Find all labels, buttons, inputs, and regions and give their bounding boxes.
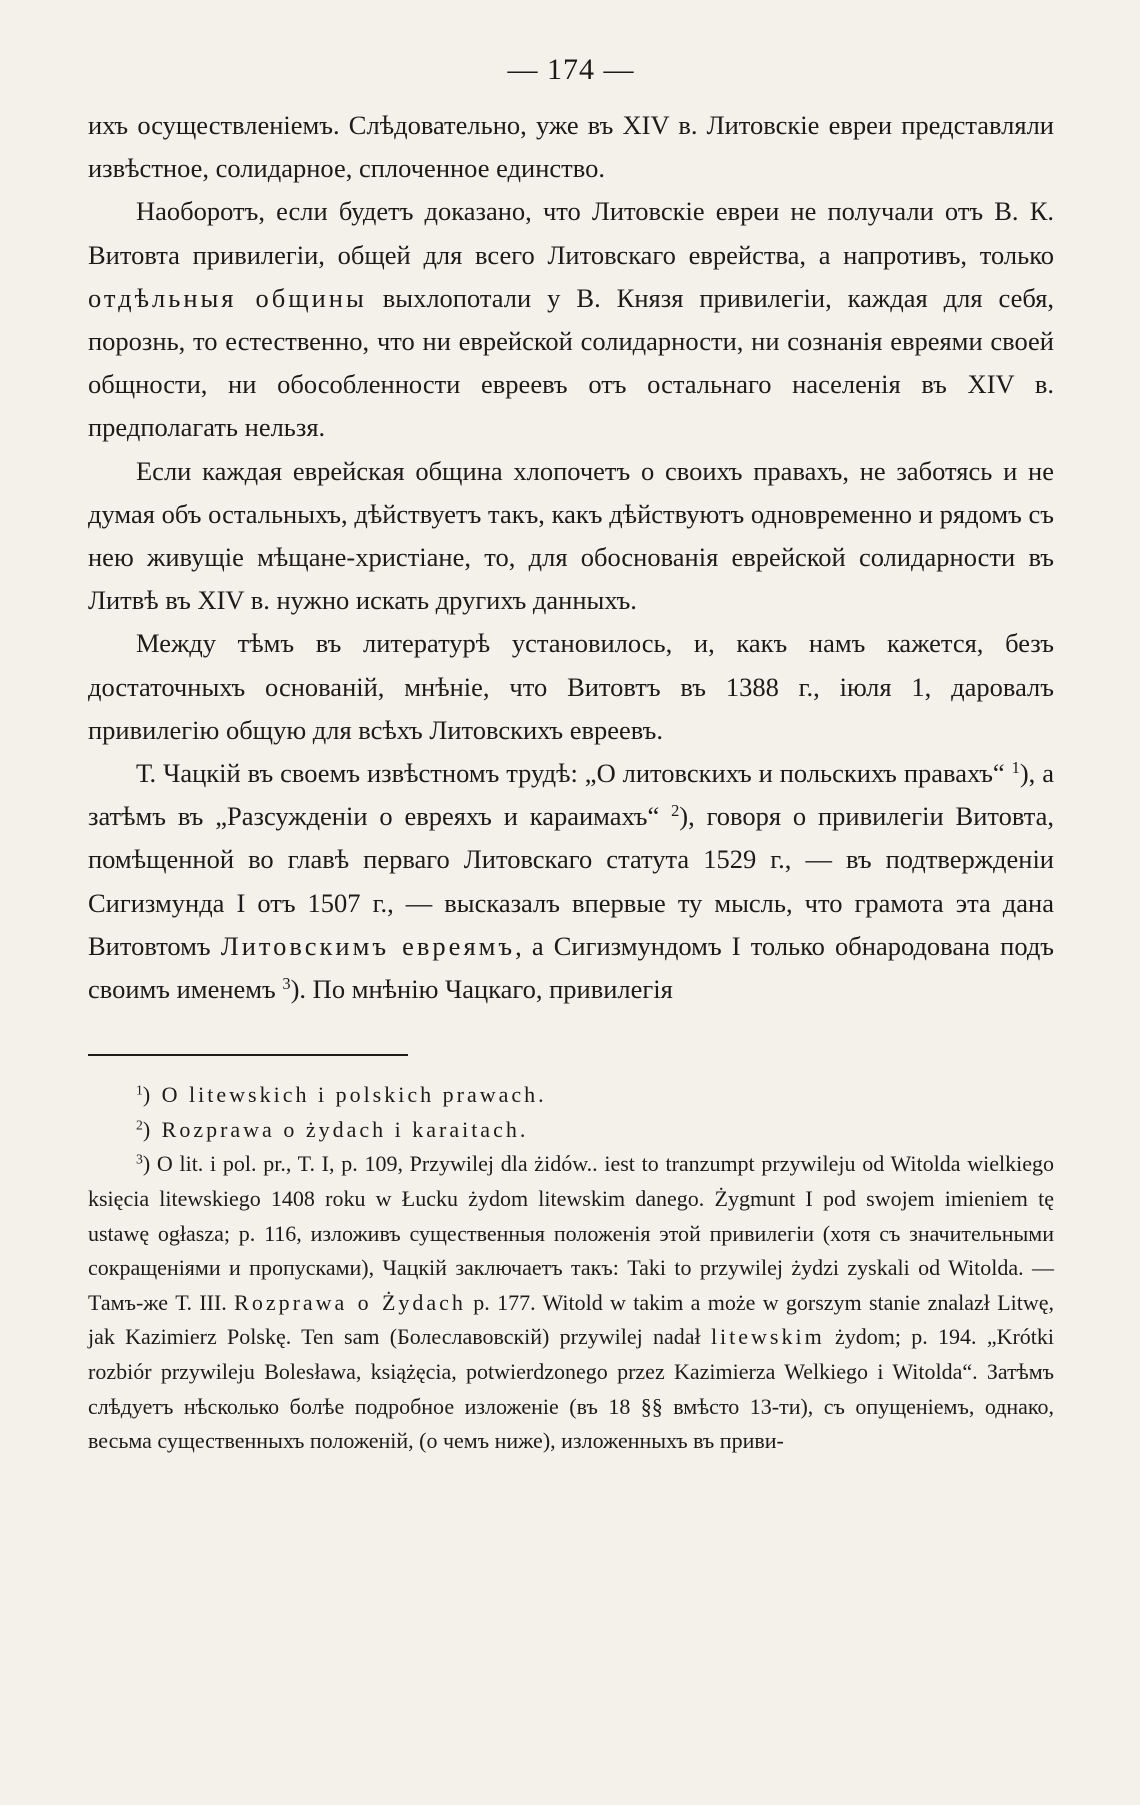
footnote-3-text-b: p. 177. Witold w takim a może w gorszym stanie znalazł Litwę, jak Kazimierz Polskę. Ten sam (Болеславовскій) przywilej nadał xyxy=(88,1289,1055,1350)
paragraph-2-spaced-emphasis: отдѣльныя общины xyxy=(88,282,367,313)
paragraph-2 xyxy=(88,190,1054,449)
footnote-3-spaced-2: litewskim xyxy=(710,1324,825,1350)
footnote-2-text: ) Rozprawa o żydach i karaitach. xyxy=(142,1116,529,1142)
paragraph-5-text-b: ), а затѣмъ въ „Разсужденіи о евреяхъ и караимахъ“ xyxy=(88,758,1055,832)
page-number: — 174 — xyxy=(507,53,635,86)
main-text xyxy=(88,104,1054,1011)
footnote-2 xyxy=(88,1113,1054,1148)
paragraph-3 xyxy=(88,450,1054,623)
footnote-3-text-c: żydom; p. 194. „Krótki rozbiór przywileju Bolesława, książęcia, potwierdzonego przez Kazimierza Welkiego i Witolda“. Затѣмъ слѣдуетъ нѣсколько болѣе подробное изложеніе (въ 18 §§ вмѣсто 13-ти), съ опущеніемъ, однако, весьма существенныхъ положеній, (о чемъ ниже), изложенныхъ въ приви- xyxy=(88,1324,1055,1454)
footnote-1-mark: 1 xyxy=(136,1082,143,1098)
paragraph-1 xyxy=(88,104,1054,190)
footnote-ref-3: 3 xyxy=(282,974,291,994)
paragraph-5-spaced-emphasis: Литовскимъ евреямъ xyxy=(220,930,516,961)
paragraph-3-text: Если каждая еврейская община хлопочетъ о своихъ правахъ, не заботясь и не думая объ остальныхъ, дѣйствуетъ такъ, какъ дѣйствуютъ одновременно и рядомъ съ нею живущіе мѣщане-христіане, то, для обоснованія еврейской солидарности въ Литвѣ въ XIV в. нужно искать другихъ данныхъ. xyxy=(88,455,1054,616)
paragraph-4 xyxy=(88,622,1054,752)
paragraph-1-text: ихъ осуществленіемъ. Слѣдовательно, уже въ XIV в. Литовскіе евреи представляли извѣстное, солидарное, сплоченное единство. xyxy=(88,110,1054,184)
footnote-3 xyxy=(88,1147,1054,1458)
footnote-1-text: ) O litewskich i polskich prawach. xyxy=(142,1082,547,1108)
footnote-2-mark: 2 xyxy=(136,1117,143,1133)
footnote-3-text-a: ) O lit. i pol. pr., T. I, p. 109, Przywilej dla żidów.. iest to tranzumpt przywileju od Witolda wielkiego księcia litewskiego 1408 roku w Łucku żydom litewskim danego. Żygmunt I pod swojem imieniem tę ustawę ogłasza; p. 116, изложивъ существенныя положенія этой привилегіи (хотя съ значительными сокращеніями и пропусками), Чацкій заключаетъ такъ: Taki to przywilej żydzi zyskali od Witolda. — Тамъ-же Т. III. xyxy=(88,1151,1054,1315)
paragraph-5-text-c: ), говоря о привилегіи Витовта, помѣщенной во главѣ перваго Литовскаго статута 1529 г., — въ подтвержденіи Сигизмунда I отъ 1507 г., — высказалъ впервые ту мысль, что грамота эта дана Витовтомъ xyxy=(88,801,1055,961)
paragraph-2-text-a: Наоборотъ, если будетъ доказано, что Литовскіе евреи не получали отъ В. К. Витовта привилегіи, общей для всего Литовскаго еврейства, а напротивъ, только xyxy=(88,196,1054,270)
footnote-3-mark: 3 xyxy=(136,1151,143,1167)
paragraph-4-text: Между тѣмъ въ литературѣ установилось, и, какъ намъ кажется, безъ достаточныхъ основаній, мнѣніе, что Витовтъ въ 1388 г., іюля 1, даровалъ привилегію общую для всѣхъ Литовскихъ евреевъ. xyxy=(88,628,1054,745)
footnote-3-spaced-1: Rozprawa o Żydach xyxy=(234,1289,466,1315)
footnote-ref-2: 2 xyxy=(671,801,680,821)
paragraph-2-text-b: выхлопотали у В. Князя привилегіи, каждая для себя, порознь, то естественно, что ни еврейской солидарности, ни сознанія евреями своей общности, ни обособленности евреевъ отъ остальнаго населенія въ XIV в. предполагать нельзя. xyxy=(88,282,1055,443)
footnote-divider xyxy=(88,1054,408,1056)
footnote-ref-1: 1 xyxy=(1011,758,1020,778)
paragraph-5 xyxy=(88,752,1054,1011)
paragraph-5-text-d: , а Сигизмундомъ I только обнародована подъ своимъ именемъ xyxy=(88,930,1055,1005)
footnote-1 xyxy=(88,1078,1054,1113)
footnotes xyxy=(88,1078,1054,1459)
paragraph-5-text-e: ). По мнѣнію Чацкаго, привилегія xyxy=(290,974,673,1005)
paragraph-5-text-a: Т. Чацкій въ своемъ извѣстномъ трудѣ: „О литовскихъ и польскихъ правахъ“ xyxy=(136,758,1005,789)
book-page xyxy=(88,50,1054,1459)
